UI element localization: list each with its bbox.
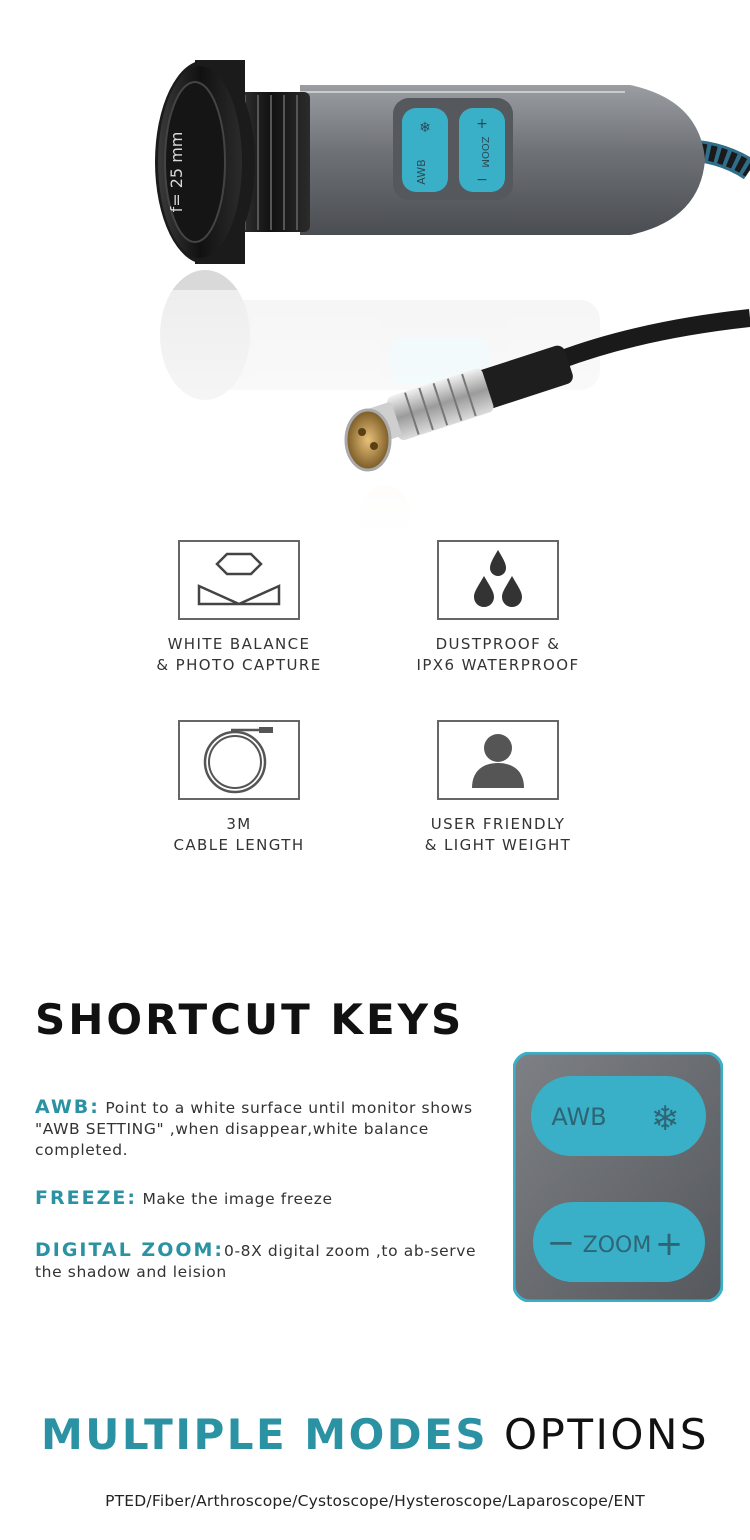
keypad-awb-label: AWB	[551, 1103, 607, 1131]
snowflake-icon: ❄	[650, 1099, 680, 1139]
zoom-minus-icon: −	[546, 1223, 576, 1263]
water-drops-icon	[468, 548, 528, 612]
keypad-zoom-label: ZOOM	[582, 1233, 652, 1258]
shortcut-title: SHORTCUT KEYS	[35, 995, 465, 1044]
feature-icon-box	[437, 720, 559, 800]
feature-line1: WHITE BALANCE	[167, 635, 311, 653]
hero-zoom-label: ZOOM	[479, 136, 490, 168]
freeze-text: Make the image freeze	[136, 1190, 333, 1208]
feature-cable-length	[114, 720, 364, 856]
feature-white-balance	[114, 540, 364, 676]
feature-line2: CABLE LENGTH	[173, 836, 305, 854]
feature-icon-box	[437, 540, 559, 620]
feature-line2: IPX6 WATERPROOF	[416, 656, 580, 674]
modes-list: PTED/Fiber/Arthroscope/Cystoscope/Hysteroscope/Laparoscope/ENT	[105, 1492, 645, 1510]
zoom-plus-icon: +	[654, 1224, 684, 1264]
feature-icon-box	[178, 540, 300, 620]
feature-user-friendly	[373, 720, 623, 856]
awb-text: Point to a white surface until monitor shows "AWB SETTING" ,when disappear,white balance completed.	[35, 1099, 473, 1159]
svg-text:+: +	[476, 116, 488, 132]
feature-line2: & LIGHT WEIGHT	[424, 836, 572, 854]
feature-waterproof	[373, 540, 623, 676]
awb-keyword: AWB:	[35, 1096, 100, 1118]
feature-line1: 3M	[226, 815, 252, 833]
coiled-cable-icon	[201, 724, 277, 796]
freeze-description	[35, 1188, 480, 1210]
white-balance-icon	[189, 552, 289, 608]
modes-title	[0, 1410, 750, 1459]
product-image	[0, 0, 750, 540]
lens-focal-label: f= 25 mm	[167, 131, 186, 213]
hero-awb-label: AWB	[415, 159, 428, 185]
svg-text:❄: ❄	[419, 120, 431, 136]
feature-line2: & PHOTO CAPTURE	[156, 656, 322, 674]
zoom-keyword: DIGITAL ZOOM:	[35, 1239, 225, 1261]
feature-icon-box	[178, 720, 300, 800]
modes-title-highlight: MULTIPLE MODES	[40, 1410, 489, 1459]
feature-line1: DUSTPROOF &	[435, 635, 561, 653]
svg-text:−: −	[476, 172, 488, 188]
zoom-description	[35, 1240, 480, 1283]
feature-line1: USER FRIENDLY	[430, 815, 566, 833]
zoom-text: 0-8X digital zoom ,to ab-serve the shadow and leision	[35, 1242, 477, 1281]
freeze-keyword: FREEZE:	[35, 1187, 137, 1209]
modes-title-rest: OPTIONS	[488, 1410, 710, 1459]
awb-description	[35, 1097, 480, 1161]
user-icon	[468, 730, 528, 790]
keypad-closeup	[513, 1052, 723, 1302]
